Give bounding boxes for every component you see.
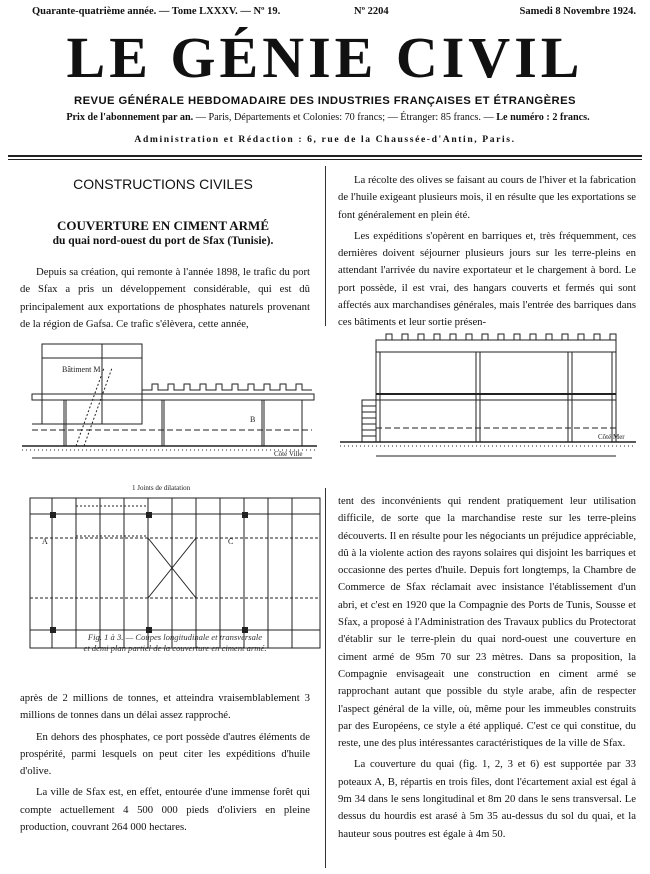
left-column-text-top [20,264,310,337]
left-column-text-bottom [20,690,310,840]
administration-address: Administration et Rédaction : 6, rue de la Chaussée-d'Antin, Paris. [134,134,516,145]
label-cote-mer: Côté Mer [598,433,625,441]
masthead-info-line [32,6,636,20]
journal-title: LE GÉNIE CIVIL [66,25,584,90]
issue-info: Quarante-quatrième année. — Tome LXXXV. — Nº 19. [32,6,281,17]
column-divider-top [325,166,326,326]
subscription-prices: — Paris, Départements et Colonies: 70 francs; — Étranger: 85 francs. — [193,112,497,123]
right-column-text-top [338,172,636,336]
label-joints: 1 Joints de dilatation [132,484,191,492]
label-building: Bâtiment M [62,365,101,374]
column-divider-bottom [325,488,326,868]
issue-number: Nº 2204 [354,6,389,17]
paragraph: La ville de Sfax est, en effet, entourée d'une immense forêt qui compte actuellement 4 500 000 pieds d'oliviers en pleine production, couvrant 264 000 hectares. [20,786,310,834]
label-b: B [250,415,256,424]
article-title: COUVERTURE EN CIMENT ARMÉ [56,218,270,233]
figure-caption [40,632,310,654]
paragraph: En dehors des phosphates, ce port possède d'autres éléments de prospérité, parmi lesquels on peut citer les expéditions d'huile d'olive. [20,730,310,778]
issue-date: Samedi 8 Novembre 1924. [519,6,636,17]
caption-line-2: et demi plan partiel de la couverture en ciment armé. [83,643,267,653]
subscription-label: Prix de l'abonnement par an. [66,112,194,123]
label-c: C [228,537,234,546]
header-rule [8,155,642,157]
label-cote-ville: Côté Ville [274,450,303,458]
label-a: A [42,537,48,546]
paragraph: La couverture du quai (fig. 1, 2, 3 et 6) est supportée par 33 poteaux A, B, répartis en trois files, dont l'écartement axial est égal à 9m 34 dans le sens longitudinal et 8m 20 dans le sens transversal. Le dessus du hourdis est arasé à 5m 35 au-dessus du sol du quai, et la hauteur sous poutres est égale à 4m 50. [338,758,636,840]
paragraph: La récolte des olives se faisant au cours de l'hiver et la fabrication de l'huile exigeant plusieurs mois, il en résulte que les exportations se font généralement en plein été. [338,174,636,221]
subscription-line [18,112,638,123]
paragraph: Les expéditions s'opèrent en barriques et, très fréquemment, ces dernières doivent séjourner plusieurs jours sur les terre-pleins en attendant l'arrivée du navire exportateur et le chargement à bord. Le port possède, il est vrai, des hangars couverts et fermés qui sont affectés aux marchandises générales, mais l'entrée des barriques dans ces bâtiments et leur sortie présen- [338,229,636,329]
article-subtitle: du quai nord-ouest du port de Sfax (Tunisie). [52,235,274,247]
paragraph: tent des inconvénients qui rendent pratiquement leur utilisation difficile, de sorte que la marchandise reste sur les terre-pleins découverts. Il en résulte pour les négociants un préjudice appréciable, dû à la violente action des rayons solaires qui disjoint les barriques et occasionne des pertes d'huile. Depuis fort longtemps, la Chambre de Commerce de Sfax réclamait avec insistance l'établissement d'un abri, et c'est en 1920 que la Compagnie des Ports de Tunis, Sousse et Sfax, a proposé à l'Administration des Travaux publics du Protectorat d'établir sur le terre-plein du quai nord-ouest une couverture en ciment armé de 95m 70 sur 23 mètres. Dans sa proposition, la Compagnie envisageait une construction en ciment armé se rapprochant autant que possible du style arabe, afin de respecter l'aspect général de la ville, où, même pour les immeubles construits par des Européens, ce style a été appliqué. C'est ce qui constitue, du reste, une des plus intéressantes caractéristiques de la ville de Sfax. [338,495,636,750]
paragraph: Depuis sa création, qui remonte à l'année 1898, le trafic du port de Sfax a pris un développement considérable, qui est dû principalement aux exportations de phosphates naturels provenant de la région de Gafsa. Ce trafic s'élèvera, cette année, [20,266,310,330]
single-issue-price: Le numéro : 2 francs. [496,112,590,123]
right-column-text-bottom [338,493,636,847]
caption-line-1: Fig. 1 à 3. — Coupes longitudinale et transversale [87,632,263,642]
paragraph: après de 2 millions de tonnes, et atteindra vraisemblablement 3 millions de tonnes dans un délai assez rapproché. [20,692,310,722]
header-rule-thin [8,159,642,160]
transverse-section-drawing [336,330,640,482]
figure-transverse-section [336,330,640,482]
journal-subtitle: REVUE GÉNÉRALE HEBDOMADAIRE DES INDUSTRIES FRANÇAISES ET ÉTRANGÈRES [74,95,576,107]
section-heading: CONSTRUCTIONS CIVILES [73,176,253,192]
